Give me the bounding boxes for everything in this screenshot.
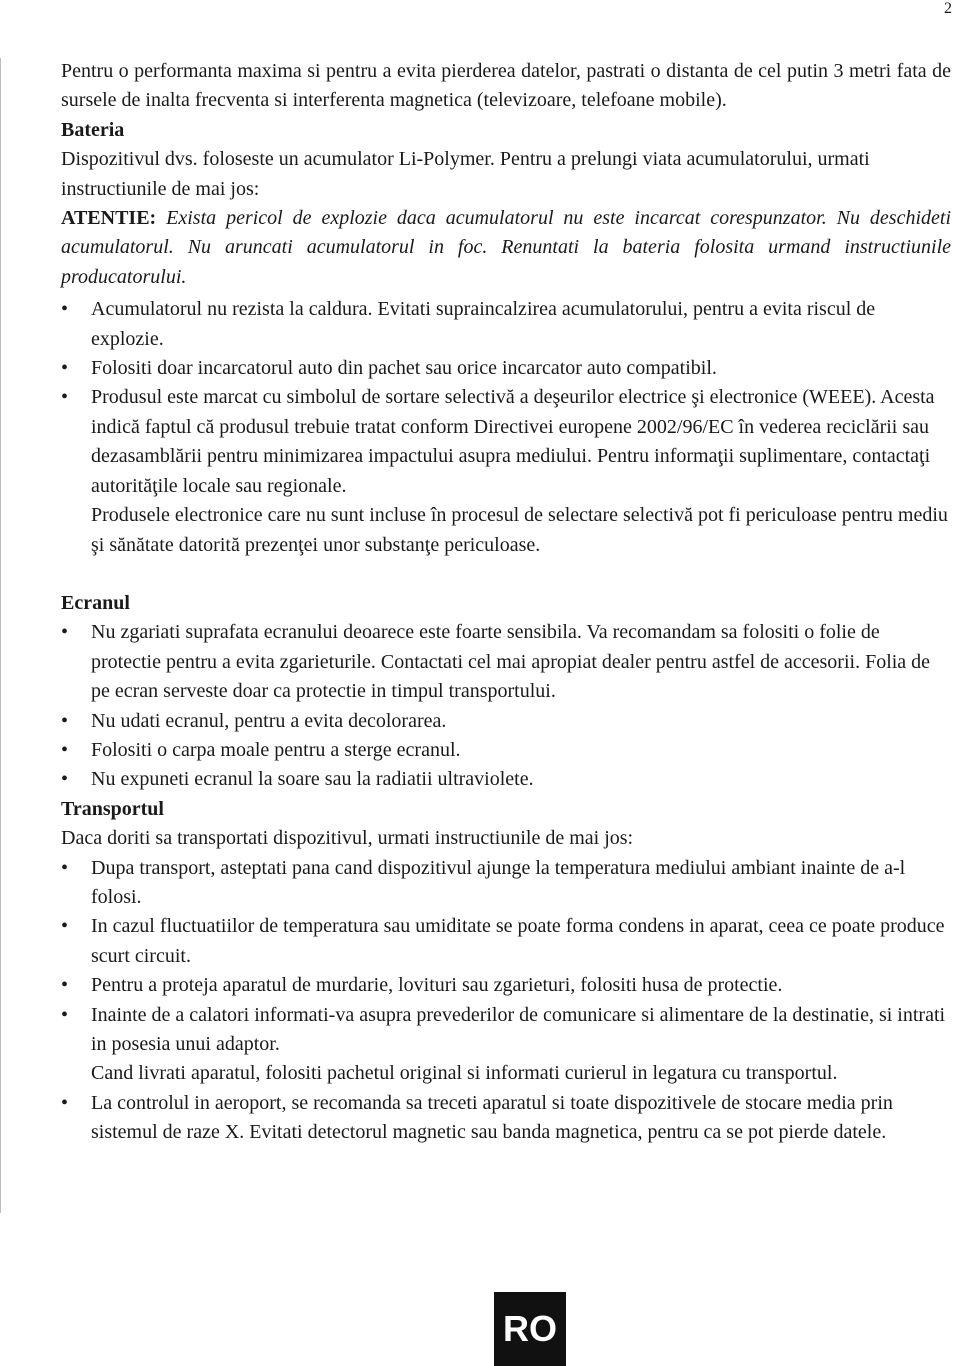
list-item-continuation: Produsele electronice care nu sunt incluse în procesul de selectare selectivă pot fi periculoase pentru mediu şi sănătate datorită prezenţei unor substanţe periculoase. — [91, 504, 948, 556]
list-item-text: Nu expuneti ecranul la soare sau la radiatii ultraviolete. — [91, 768, 534, 791]
list-item — [61, 854, 951, 913]
list-item-text: Folositi doar incarcatorul auto din pachet sau orice incarcator auto compatibil. — [91, 357, 717, 380]
list-item-text: In cazul fluctuatiilor de temperatura sau umiditate se poate forma condens in aparat, ceea ce poate produce scurt circuit. — [91, 915, 945, 967]
list-item-continuation: Cand livrati aparatul, folositi pachetul original si informati curierul in legatura cu transportul. — [91, 1062, 838, 1085]
battery-paragraph: Dispozitivul dvs. foloseste un acumulator Li-Polymer. Pentru a prelungi viata acumulatorului, urmati instructiunile de mai jos: — [61, 148, 870, 200]
warning-text: Exista pericol de explozie daca acumulatorul nu este incarcat corespunzator. Nu deschideti acumulatorul. Nu aruncati acumulatorul in foc. Renuntati la bateria folosita urmand instructiunile producatorului. — [61, 207, 951, 288]
screen-heading: Ecranul — [61, 591, 130, 614]
list-item-text: Pentru a proteja aparatul de murdarie, lovituri sau zgarieturi, folositi husa de protectie. — [91, 974, 783, 997]
list-item — [61, 736, 951, 765]
list-item — [61, 1089, 951, 1148]
language-badge: RO — [494, 1292, 566, 1366]
transport-paragraph: Daca doriti sa transportati dispozitivul, urmati instructiunile de mai jos: — [61, 827, 634, 850]
battery-heading: Bateria — [61, 118, 125, 141]
list-item — [61, 912, 951, 971]
battery-warning — [61, 204, 951, 292]
list-item — [61, 383, 951, 559]
margin-rule — [0, 58, 1, 1213]
list-item — [61, 618, 951, 706]
list-item — [61, 707, 951, 736]
list-item-text: Nu zgariati suprafata ecranului deoarece este foarte sensibila. Va recomandam sa folositi o folie de protectie pentru a evita zgarieturile. Contactati cel mai apropiat dealer pentru astfel de accesorii. Folia de pe ecran serveste doar ca protectie in timpul transportului. — [91, 621, 931, 703]
battery-bullet-list — [61, 295, 951, 560]
page-number: 2 — [944, 0, 952, 17]
list-item-text: Nu udati ecranul, pentru a evita decolorarea. — [91, 709, 447, 732]
list-item-text: La controlul in aeroport, se recomanda sa treceti aparatul si toate dispozitivele de stocare media prin sistemul de raze X. Evitati detectorul magnetic sau banda magnetica, pentru ca se pot pierde datele. — [91, 1091, 893, 1144]
transport-heading: Transportul — [61, 797, 164, 820]
list-item — [61, 765, 951, 794]
list-item — [61, 1001, 951, 1089]
warning-label: ATENTIE: — [61, 207, 157, 230]
intro-paragraph: Pentru o performanta maxima si pentru a evita pierderea datelor, pastrati o distanta de cel putin 3 metri fata de sursele de inalta frecventa si interferenta magnetica (televizoare, telefoane mobile). — [61, 60, 951, 112]
list-item-text: Produsul este marcat cu simbolul de sortare selectivă a deşeurilor electrice şi electronice (WEEE). Acesta indică faptul că produsul trebuie tratat conform Directivei europene 2002/96/EC în vederea reciclării sau dezasamblării pentru minimizarea impactului asupra mediului. Pentru informaţii suplimentare, contactaţi autorităţile locale sau regionale. — [91, 386, 935, 497]
list-item-text: Folositi o carpa moale pentru a sterge ecranul. — [91, 738, 461, 761]
document-body — [61, 57, 951, 1148]
transport-bullet-list — [61, 854, 951, 1148]
list-item — [61, 354, 951, 383]
list-item-text: Acumulatorul nu rezista la caldura. Evitati supraincalzirea acumulatorului, pentru a evita riscul de explozie. — [91, 298, 876, 350]
spacer — [61, 560, 951, 589]
list-item-text: Inainte de a calatori informati-va asupra prevederilor de comunicare si alimentare de la destinatie, si intrati in posesia unui adaptor. — [91, 1003, 946, 1055]
list-item — [61, 971, 951, 1000]
screen-bullet-list — [61, 618, 951, 794]
list-item — [61, 295, 951, 354]
list-item-text: Dupa transport, asteptati pana cand dispozitivul ajunge la temperatura mediului ambiant inainte de a-l folosi. — [91, 856, 906, 908]
